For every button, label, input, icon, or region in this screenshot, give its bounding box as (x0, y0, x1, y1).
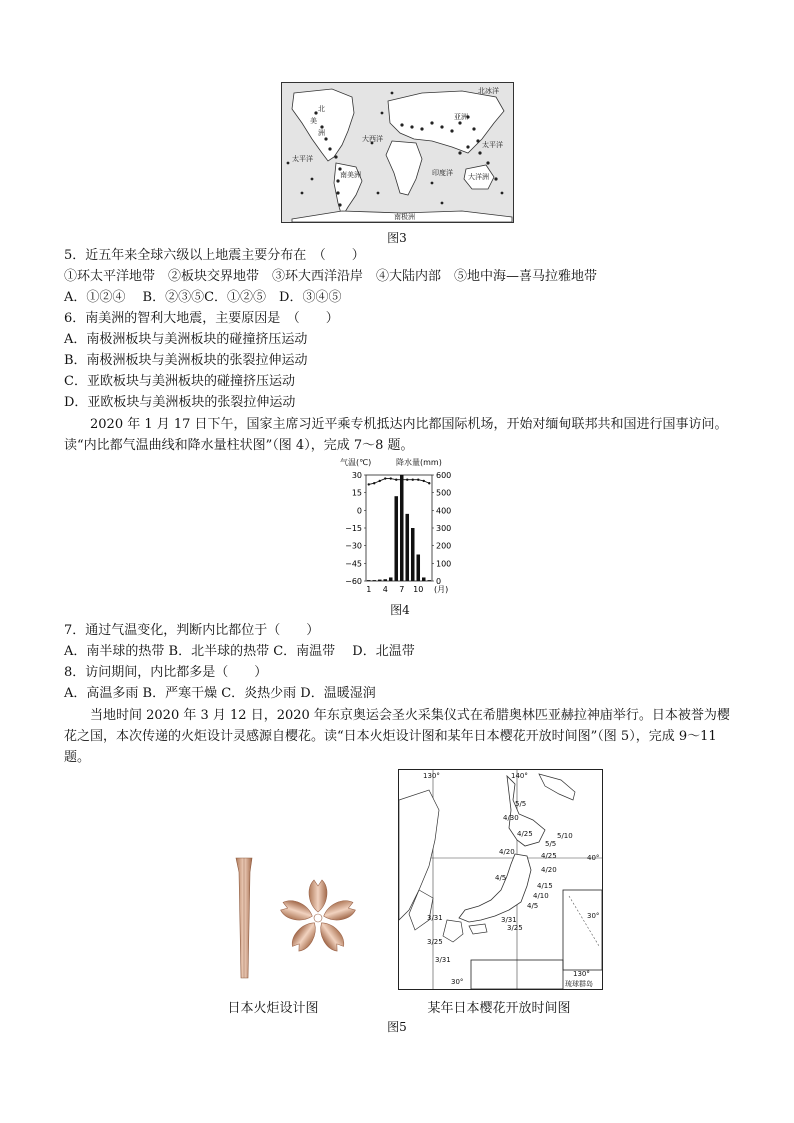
temperature-point (423, 480, 425, 482)
precip-bar (394, 496, 398, 581)
precip-bar (405, 514, 409, 581)
precip-tick-label: 500 (436, 488, 452, 498)
question-6-option-a: A．南极洲板块与美洲板块的碰撞挤压运动 (64, 332, 308, 347)
precip-tick-label: 600 (436, 471, 452, 480)
precip-tick-label: 200 (436, 541, 452, 551)
sakura-map-caption: 某年日本樱花开放时间图 (427, 1001, 571, 1016)
precip-bar (411, 528, 415, 581)
precip-bar (422, 577, 426, 581)
temperature-point (384, 477, 386, 479)
label-indian-ocean: 印度洋 (432, 169, 453, 177)
map-lat-40: 40° (587, 854, 600, 862)
question-5-options: A．①②④ B．②③⑤C．①②⑤ D．③④⑤ (64, 290, 342, 305)
question-7-stem: 7．通过气温变化，判断内比都位于（ ） (64, 623, 320, 638)
label-oceania: 大洋洲 (468, 173, 489, 181)
label-pacific-left: 太平洋 (292, 155, 313, 163)
temp-tick-label: −60 (345, 577, 362, 586)
precip-bar (389, 577, 393, 581)
precip-tick-label: 0 (436, 577, 442, 586)
japan-map-svg (399, 770, 602, 989)
torch-caption: 日本火炬设计图 (227, 1001, 319, 1016)
question-6-stem: 6．南美洲的智利大地震，主要原因是 （ ） (64, 311, 339, 326)
bloom-date-14: 3/25 (507, 924, 523, 932)
map-lon-140: 140° (511, 772, 528, 780)
temperature-point (417, 479, 419, 481)
map-ryukyu-label: 琉球群岛 (565, 980, 593, 988)
label-south-america: 南美洲 (340, 171, 361, 179)
bloom-date-7: 4/25 (541, 852, 557, 860)
precip-tick-label: 400 (436, 506, 452, 516)
figure-4-climate-chart (338, 455, 462, 600)
bloom-date-16: 3/25 (427, 938, 443, 946)
month-tick-label: 4 (382, 585, 388, 594)
bloom-date-11: 4/10 (533, 892, 549, 900)
question-6-option-d: D．亚欧板块与美洲板块的张裂拉伸运动 (64, 395, 296, 410)
bloom-date-3: 5/10 (557, 832, 573, 840)
temperature-point (412, 479, 414, 481)
temperature-point (368, 483, 370, 485)
temp-tick-label: 30 (351, 471, 362, 480)
map-lon-130-inset: 130° (573, 970, 590, 978)
temp-tick-label: 0 (356, 506, 362, 516)
intro-paragraph-fig4: 2020 年 1 月 17 日下午，国家主席习近平乘专机抵达内比都国际机场，开始对缅甸联邦共和国进行国事访问。读“内比都气温曲线和降水量柱状图”（图 4），完成 7～8 题。 (64, 417, 728, 453)
question-8-stem: 8．访问期间，内比都多是（ ） (64, 665, 268, 680)
label-arctic: 北冰洋 (478, 87, 499, 95)
precip-bar (378, 580, 382, 581)
temp-tick-label: −30 (345, 541, 362, 551)
month-tick-label: 1 (366, 585, 372, 594)
month-tick-label: 10 (413, 585, 424, 594)
left-axis-label: 气温(℃) (340, 458, 372, 467)
temp-tick-label: −15 (345, 524, 362, 533)
label-antarctica: 南极洲 (394, 213, 415, 221)
bloom-date-2: 4/30 (503, 814, 519, 822)
climate-chart-svg (338, 455, 462, 600)
temp-tick-label: 15 (351, 488, 362, 498)
torch-shape (236, 858, 252, 978)
bloom-date-6: 4/20 (499, 848, 515, 856)
plot-frame (366, 475, 432, 581)
label-north-america-2: 美 (310, 117, 317, 125)
temperature-point (401, 479, 403, 481)
map-lon-130-top: 130° (423, 772, 440, 780)
question-7-options: A．南半球的热带 B．北半球的热带 C．南温带 D．北温带 (64, 644, 415, 659)
map-lat-30-bottom: 30° (451, 978, 464, 986)
figure-3-world-earthquake-map (281, 82, 514, 223)
temperature-line (369, 479, 430, 485)
temperature-point (373, 482, 375, 484)
bloom-date-4: 5/5 (545, 840, 557, 848)
question-5-stem: 5．近五年来全球六级以上地震主要分布在 （ ） (64, 248, 365, 263)
bloom-date-15: 3/31 (501, 916, 517, 924)
label-atlantic: 大西洋 (362, 135, 383, 143)
intro-paragraph-fig5: 当地时间 2020 年 3 月 12 日，2020 年东京奥运会圣火采集仪式在希腊奥林匹亚赫拉神庙举行。日本被誉为樱花之国，本次传递的火炬设计灵感源自樱花。读“日本火炬设计图和某年日本樱花开放时间图”（图 5），完成 9～11 题。 (64, 708, 730, 765)
temperature-point (379, 480, 381, 482)
world-map-svg (282, 83, 513, 222)
bloom-date-8: 4/20 (541, 866, 557, 874)
sakura-bloom-map (398, 769, 603, 990)
figure-3-caption: 图3 (387, 231, 407, 245)
label-north-america-1: 北 (318, 105, 325, 113)
bloom-date-17: 3/31 (435, 956, 451, 964)
temp-tick-label: −45 (345, 559, 362, 569)
map-lat-30-right: 30° (587, 912, 600, 920)
precip-bar (367, 580, 371, 581)
month-unit-label: (月) (434, 585, 449, 594)
bloom-date-1: 5/5 (515, 800, 527, 808)
bloom-date-5: 4/25 (517, 830, 533, 838)
precip-bar (383, 579, 387, 581)
precip-bar (400, 475, 404, 581)
temperature-point (395, 479, 397, 481)
bloom-date-9: 4/5 (495, 874, 507, 882)
temperature-point (428, 482, 430, 484)
precip-tick-label: 300 (436, 524, 452, 533)
sakura-emblem (279, 880, 357, 954)
question-8-options: A．高温多雨 B．严寒干燥 C．炎热少雨 D．温暖湿润 (64, 686, 376, 701)
precip-bar (372, 580, 376, 581)
label-asia: 亚洲 (454, 113, 468, 121)
figure-4-caption: 图4 (390, 603, 410, 617)
temperature-point (406, 479, 408, 481)
precip-bar (416, 555, 420, 582)
temperature-point (390, 477, 392, 479)
precip-bar (427, 580, 431, 581)
label-pacific-right: 太平洋 (482, 141, 503, 149)
torch-design-figure (232, 852, 362, 984)
figure-5-caption: 图5 (387, 1020, 407, 1034)
question-6-option-c: C．亚欧板块与美洲板块的碰撞挤压运动 (64, 374, 295, 389)
question-5-items: ①环太平洋地带 ②板块交界地带 ③环大西洋沿岸 ④大陆内部 ⑤地中海—喜马拉雅地带 (64, 269, 598, 284)
month-tick-label: 7 (399, 585, 405, 594)
torch-and-sakura-svg (232, 852, 362, 984)
question-6-option-b: B．南极洲板块与美洲板块的张裂拉伸运动 (64, 353, 308, 368)
bloom-date-13: 3/31 (427, 914, 443, 922)
bloom-date-10: 4/15 (537, 882, 553, 890)
right-axis-label: 降水量(mm) (396, 458, 442, 467)
precip-tick-label: 100 (436, 559, 452, 569)
label-north-america-3: 洲 (318, 129, 325, 137)
bloom-date-12: 4/5 (527, 902, 539, 910)
